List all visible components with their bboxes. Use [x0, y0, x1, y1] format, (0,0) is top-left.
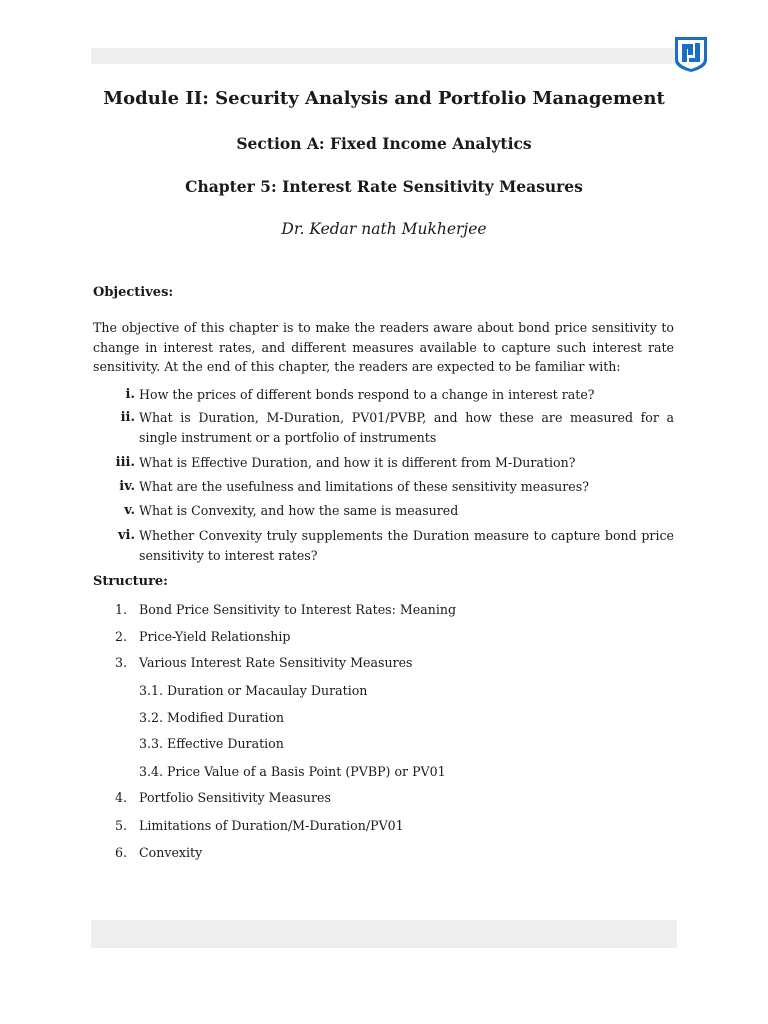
list-item: Whether Convexity truly supplements the Duration measure to capture bond price sensitivity to interest rates? [139, 528, 674, 563]
list-item: Convexity [139, 845, 203, 860]
list-item: What is Convexity, and how the same is measured [139, 503, 459, 518]
list-item-number: iii. [115, 455, 135, 470]
list-item: Limitations of Duration/M-Duration/PV01 [139, 818, 404, 833]
list-item: What is Effective Duration, and how it is different from M-Duration? [139, 455, 576, 470]
objectives-intro: The objective of this chapter is to make the readers aware about bond price sensitivity to change in interest rates, and different measures available to capture such interest rate sensitivity. At the end of this chapter, the readers are expected to be familiar with: [93, 320, 674, 374]
list-item-number: 5. [114, 818, 127, 833]
institute-logo [672, 34, 710, 74]
list-item-number: 1. [114, 602, 127, 617]
list-subitem: 3.4. Price Value of a Basis Point (PVBP) or PV01 [139, 764, 446, 779]
objectives-heading: Objectives: [93, 285, 174, 300]
list-item: Various Interest Rate Sensitivity Measures [139, 655, 413, 670]
list-item-number: 4. [114, 790, 127, 805]
list-item-number: ii. [120, 410, 135, 425]
list-item-number: 2. [114, 629, 127, 644]
list-item-number: v. [124, 503, 135, 518]
list-subitem: 3.3. Effective Duration [139, 736, 284, 751]
list-item: How the prices of different bonds respond to a change in interest rate? [139, 387, 595, 402]
author-name: Dr. Kedar nath Mukherjee [281, 220, 487, 238]
structure-heading: Structure: [93, 574, 168, 589]
footer-bar [91, 920, 677, 948]
module-title: Module II: Security Analysis and Portfolio Management [103, 88, 665, 109]
list-item-number: vi. [117, 528, 135, 543]
list-item: Portfolio Sensitivity Measures [139, 790, 331, 805]
list-item-number: 3. [114, 655, 127, 670]
list-item: Price-Yield Relationship [139, 629, 291, 644]
section-title: Section A: Fixed Income Analytics [236, 134, 532, 153]
header-bar [91, 48, 677, 64]
list-item-number: iv. [119, 479, 135, 494]
list-subitem: 3.1. Duration or Macaulay Duration [139, 683, 368, 698]
list-item: What are the usefulness and limitations of these sensitivity measures? [139, 479, 589, 494]
chapter-title: Chapter 5: Interest Rate Sensitivity Measures [185, 177, 583, 196]
list-item-number: 6. [114, 845, 127, 860]
list-item: Bond Price Sensitivity to Interest Rates: Meaning [139, 602, 457, 617]
list-item: What is Duration, M-Duration, PV01/PVBP, and how these are measured for a single instrument or a portfolio of instruments [139, 410, 674, 445]
list-item-number: i. [125, 387, 135, 402]
list-subitem: 3.2. Modified Duration [139, 710, 285, 725]
